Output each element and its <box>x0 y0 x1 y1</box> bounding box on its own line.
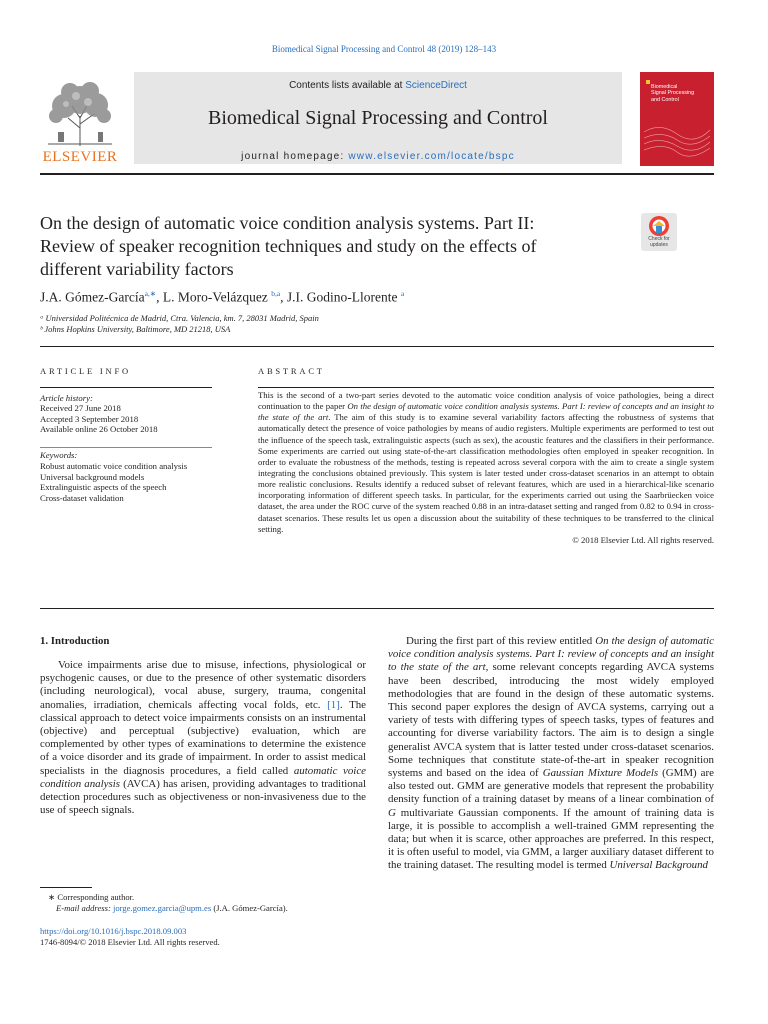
cover-title <box>651 84 711 103</box>
abstract-rule <box>258 387 714 388</box>
article-title <box>40 212 630 281</box>
abstract-cited-title: On the design of automatic voice condition analysis systems. Part I: review of concepts and an insight to the state of the art <box>258 401 714 423</box>
keyword-item: Universal background models <box>40 471 145 482</box>
section-rule <box>40 608 714 609</box>
cover-text-line: and Control <box>651 96 679 103</box>
elsevier-wordmark: ELSEVIER <box>42 149 118 165</box>
homepage-prefix: journal homepage: <box>241 151 349 162</box>
abstract-body <box>258 390 714 546</box>
email-note <box>56 903 288 914</box>
body-text: , some relevant concepts regarding AVCA systems have been described, introducing the most widely employed methodologies that are found in the design of these automatic systems. This second paper explores the design of AVCA systems, carrying out a variety of tests with differing types of speech tasks, types of features and accounting for diverse variability factors. The aim is to design a single generalist AVCA system that is latter tested under cross-dataset scenarios. Some techniques that constitute state-of-the-art in speaker recognition systems and based on the idea of <box>388 661 714 780</box>
cover-text-line: Biomedical <box>651 84 678 90</box>
body-text: (GMM) are also tested out. GMM are generative models that represent the probability density function of a training dataset by means of a linear combination of <box>388 767 714 806</box>
body-text: (AVCA) has arisen, providing advantages to traditional detection procedures such as objectiveness or non-invasiveness due to the use of speech signals. <box>40 777 366 817</box>
copyright-line: © 2018 Elsevier Ltd. All rights reserved. <box>572 534 714 545</box>
body-italic: G <box>388 806 396 819</box>
keywords-rule <box>40 447 212 448</box>
contents-prefix: Contents lists available at <box>289 80 406 91</box>
body-text: . The classical approach to detect voice impairments consists on an instrumental (objective) and perceptual (subjective) evaluation, which are complemented by other types of examinations to determine the existence of a voice disorder and its grade of impairment. In order to assist medical specialists in the diagnosis procedures, a field called <box>40 698 366 777</box>
keyword-item: Cross-dataset validation <box>40 493 124 504</box>
history-label: Article history: <box>40 393 93 403</box>
email-link[interactable]: jorge.gomez.garcia@upm.es <box>112 903 212 913</box>
crossmark-text-line: Check for <box>648 236 670 242</box>
intro-paragraph-1 <box>40 659 366 817</box>
sciencedirect-link[interactable]: ScienceDirect <box>405 80 467 91</box>
author-list <box>40 289 720 306</box>
issn-line: 1746-8094/© 2018 Elsevier Ltd. All rights reserved. <box>40 937 220 947</box>
intro-paragraph-2 <box>388 635 714 873</box>
section-heading-introduction: 1. Introduction <box>40 635 110 647</box>
online-date: Available online 26 October 2018 <box>40 424 158 435</box>
accepted-date: Accepted 3 September 2018 <box>40 413 139 424</box>
crossmark-label <box>641 237 677 248</box>
cover-text-line: Signal Processing <box>651 90 695 97</box>
title-line: different variability factors <box>40 259 234 279</box>
body-text: multivariate Gaussian components. If the amount of training data is large, it is possible to accomplish a well-trained GMM representing the data; but when it is scarce, other approaches are preferred. In this respect, it is often useful to model, via GMM, a larger auxiliary dataset different to the training dataset. The resulting model is termed <box>388 806 714 872</box>
keyword-item: Robust automatic voice condition analysis <box>40 460 188 471</box>
body-italic: automatic voice condition analysis <box>40 764 366 790</box>
author-name: , L. Moro-Velázquez <box>156 289 268 305</box>
homepage-link[interactable]: www.elsevier.com/locate/bspc <box>348 151 515 162</box>
keywords <box>40 450 240 504</box>
abstract-text: . The aim of this study is to examine several variability factors affecting the robustness of systems that automatically detect the presence of voice pathologies by means of audio registers. Multiple experiments are performed to test out the influence of the speech task, extralinguistic aspects (such as sex), the acoustic features and the classifiers in their performance. Some experiments are carried out using state-of-the-art classification methodologies often employed in speaker recognition. In order to evaluate the robustness of the methods, testing is repeated across several corpora with the aim to create a single system integrating the conclusions obtained previously. This system is later tested under cross-dataset scenarios in an attempt to obtain more realistic conclusions. Results identify a reduced subset of relevant features, which are used in a hierarchical-like scenario incorporating information of different speech tasks. In particular, for the experiments carried out using the Saarbrüecken voice dataset, the area under the ROC curve of the system reached 0.88 in an intra-dataset setting and ranged from 0.82 to 0.94 in cross-dataset scenarios. These results let us open a discussion about the suitability of these techniques to be transferred to the clinical setting. <box>258 412 714 534</box>
body-italic: On the design of automatic voice condition analysis systems. Part I: review of concepts and an insight to the state of the art <box>388 635 715 674</box>
title-line: Review of speaker recognition techniques and study on the effects of <box>40 236 537 256</box>
homepage-line <box>134 151 622 162</box>
author-affil-marker[interactable]: a <box>400 289 405 298</box>
body-italic: Gaussian Mixture Models <box>542 767 659 780</box>
corresponding-author-note: ∗ Corresponding author. <box>48 892 135 902</box>
crossmark-text-line: updates <box>650 241 668 248</box>
abstract-text: This is the second of a two-part series devoted to the automatic voice condition analysis of voice pathologies, being a direct continuation to the paper <box>258 390 714 412</box>
journal-title: Biomedical Signal Processing and Control <box>208 107 548 129</box>
abstract-heading: ABSTRACT <box>258 366 325 376</box>
email-label: E-mail address: <box>56 903 113 913</box>
author-name: , J.I. Godino-Llorente <box>280 289 398 305</box>
body-italic: Universal Background <box>609 859 708 872</box>
title-line: On the design of automatic voice condition analysis systems. Part II: <box>40 213 535 233</box>
journal-citation[interactable]: Biomedical Signal Processing and Control 48 (2019) 128–143 <box>271 44 497 54</box>
author-affil-marker[interactable]: a,∗ <box>144 289 157 298</box>
citation-link[interactable]: [1] <box>327 698 340 711</box>
article-info-heading: ARTICLE INFO <box>40 366 131 376</box>
header-rule <box>40 173 714 175</box>
section-rule <box>40 346 714 347</box>
author-name: J.A. Gómez-García <box>40 289 145 305</box>
author-affil-marker[interactable]: b,a <box>271 289 281 298</box>
affiliation-b: ᵇ Johns Hopkins University, Baltimore, MD 21218, USA <box>40 324 231 334</box>
doi-link[interactable]: https://doi.org/10.1016/j.bspc.2018.09.003 <box>40 926 187 936</box>
article-info-rule <box>40 387 212 388</box>
contents-line <box>134 80 622 91</box>
keywords-label: Keywords: <box>40 450 78 460</box>
affiliation-a: ᵃ Universidad Politécnica de Madrid, Ctra. Valencia, km. 7, 28031 Madrid, Spain <box>40 313 319 323</box>
body-text: During the first part of this review entitled <box>406 635 596 647</box>
body-text: Voice impairments arise due to misuse, infections, physiological or psychogenic causes, or due to the presence of other systematic disorders (including neurological), vocal abuse, surgery, trauma, congenital anomalies, irradiation, chemicals affecting vocal folds, etc. <box>40 659 366 711</box>
footnote-rule <box>40 887 92 888</box>
keyword-item: Extralinguistic aspects of the speech <box>40 482 167 493</box>
article-history <box>40 393 210 435</box>
email-owner: (J.A. Gómez-García). <box>211 903 288 913</box>
received-date: Received 27 June 2018 <box>40 403 121 414</box>
